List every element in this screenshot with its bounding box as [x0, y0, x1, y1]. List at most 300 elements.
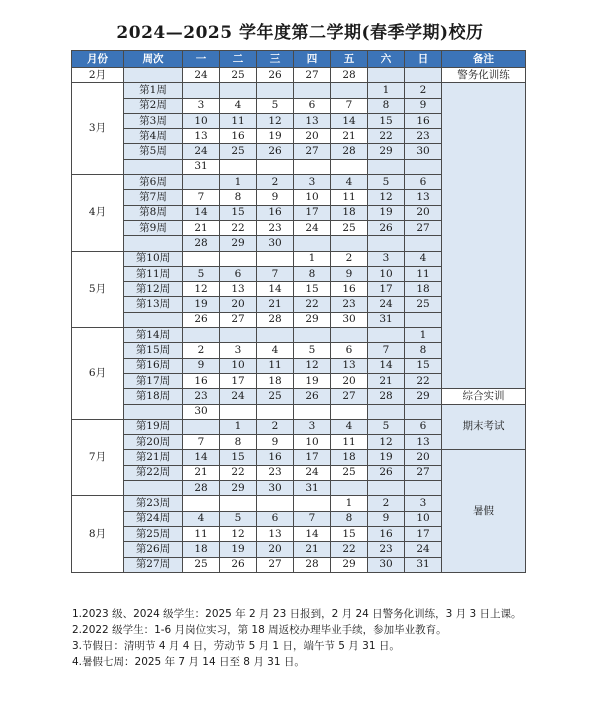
day-cell: 15	[220, 205, 257, 220]
day-cell: 3	[368, 251, 405, 266]
week-cell: 第16周	[124, 358, 183, 373]
day-cell	[405, 68, 442, 83]
day-cell: 15	[331, 526, 368, 541]
day-cell: 15	[405, 358, 442, 373]
month-cell: 6月	[72, 328, 124, 420]
day-cell: 19	[257, 129, 294, 144]
day-cell: 10	[294, 435, 331, 450]
day-cell: 12	[220, 526, 257, 541]
day-cell: 23	[257, 220, 294, 235]
day-cell: 22	[220, 465, 257, 480]
day-cell: 25	[220, 144, 257, 159]
day-cell: 21	[257, 297, 294, 312]
day-cell	[257, 328, 294, 343]
day-cell	[183, 175, 220, 190]
day-cell: 5	[257, 98, 294, 113]
day-cell: 20	[257, 542, 294, 557]
day-cell: 24	[183, 68, 220, 83]
day-cell	[405, 312, 442, 327]
notes	[72, 606, 522, 670]
day-cell: 13	[405, 435, 442, 450]
day-cell	[405, 159, 442, 174]
day-cell: 3	[294, 175, 331, 190]
day-cell: 21	[368, 373, 405, 388]
day-cell: 22	[368, 129, 405, 144]
column-header: 五	[331, 51, 368, 68]
day-cell	[368, 68, 405, 83]
day-cell: 26	[368, 465, 405, 480]
day-cell: 16	[220, 129, 257, 144]
day-cell: 22	[331, 542, 368, 557]
day-cell: 9	[257, 435, 294, 450]
day-cell: 1	[368, 83, 405, 98]
day-cell: 1	[294, 251, 331, 266]
day-cell	[368, 404, 405, 419]
day-cell	[183, 83, 220, 98]
week-cell	[124, 159, 183, 174]
day-cell	[183, 496, 220, 511]
column-header: 一	[183, 51, 220, 68]
day-cell: 31	[294, 481, 331, 496]
day-cell: 26	[257, 144, 294, 159]
calendar-table	[71, 50, 526, 573]
day-cell: 26	[294, 389, 331, 404]
column-header: 月份	[72, 51, 124, 68]
week-cell: 第13周	[124, 297, 183, 312]
day-cell: 20	[405, 205, 442, 220]
day-cell: 29	[294, 312, 331, 327]
day-cell: 3	[294, 419, 331, 434]
day-cell: 7	[257, 266, 294, 281]
week-cell: 第1周	[124, 83, 183, 98]
day-cell: 14	[331, 113, 368, 128]
day-cell: 18	[331, 205, 368, 220]
week-cell: 第25周	[124, 526, 183, 541]
day-cell: 5	[368, 175, 405, 190]
day-cell: 9	[368, 511, 405, 526]
day-cell: 3	[405, 496, 442, 511]
week-cell: 第8周	[124, 205, 183, 220]
day-cell: 2	[331, 251, 368, 266]
day-cell	[183, 328, 220, 343]
day-cell: 24	[220, 389, 257, 404]
day-cell: 12	[294, 358, 331, 373]
day-cell: 16	[257, 450, 294, 465]
day-cell	[331, 83, 368, 98]
day-cell: 12	[183, 282, 220, 297]
remark-cell: 警务化训练	[442, 68, 526, 83]
day-cell: 24	[294, 465, 331, 480]
day-cell	[257, 496, 294, 511]
day-cell: 19	[294, 373, 331, 388]
day-cell: 31	[405, 557, 442, 572]
note-3: 3.节假日：清明节 4 月 4 日，劳动节 5 月 1 日，端午节 5 月 31 日。	[72, 640, 400, 652]
day-cell: 28	[331, 144, 368, 159]
page-title: 2024—2025 学年度第二学期(春季学期)校历	[116, 23, 484, 43]
week-cell	[124, 481, 183, 496]
week-cell: 第2周	[124, 98, 183, 113]
week-cell: 第5周	[124, 144, 183, 159]
day-cell	[183, 419, 220, 434]
day-cell: 16	[183, 373, 220, 388]
column-header: 三	[257, 51, 294, 68]
day-cell: 15	[220, 450, 257, 465]
day-cell: 19	[368, 450, 405, 465]
day-cell: 31	[368, 312, 405, 327]
week-cell: 第15周	[124, 343, 183, 358]
day-cell	[257, 159, 294, 174]
week-cell: 第3周	[124, 113, 183, 128]
week-cell: 第21周	[124, 450, 183, 465]
day-cell: 19	[183, 297, 220, 312]
day-cell: 14	[183, 205, 220, 220]
week-cell	[124, 404, 183, 419]
week-cell: 第10周	[124, 251, 183, 266]
day-cell: 17	[294, 450, 331, 465]
day-cell: 19	[220, 542, 257, 557]
month-cell: 4月	[72, 175, 124, 251]
day-cell: 4	[220, 98, 257, 113]
week-cell: 第7周	[124, 190, 183, 205]
note-2: 2.2022 级学生：1-6 月岗位实习，第 18 周返校办理毕业手续，参加毕业教育。	[72, 624, 447, 636]
day-cell: 15	[368, 113, 405, 128]
day-cell: 13	[220, 282, 257, 297]
day-cell: 25	[331, 220, 368, 235]
day-cell: 30	[368, 557, 405, 572]
day-cell: 28	[257, 312, 294, 327]
day-cell: 15	[294, 282, 331, 297]
day-cell: 24	[368, 297, 405, 312]
week-cell	[124, 68, 183, 83]
day-cell: 30	[405, 144, 442, 159]
day-cell: 13	[294, 113, 331, 128]
day-cell: 9	[331, 266, 368, 281]
day-cell: 23	[368, 542, 405, 557]
week-cell	[124, 236, 183, 251]
day-cell: 7	[331, 98, 368, 113]
day-cell: 20	[294, 129, 331, 144]
day-cell: 1	[405, 328, 442, 343]
day-cell: 22	[220, 220, 257, 235]
day-cell: 10	[294, 190, 331, 205]
day-cell: 3	[183, 98, 220, 113]
day-cell: 16	[257, 205, 294, 220]
day-cell: 30	[331, 312, 368, 327]
day-cell: 11	[331, 190, 368, 205]
day-cell: 2	[405, 83, 442, 98]
day-cell: 23	[183, 389, 220, 404]
day-cell: 27	[405, 220, 442, 235]
day-cell: 8	[405, 343, 442, 358]
day-cell: 11	[220, 113, 257, 128]
day-cell: 27	[257, 557, 294, 572]
day-cell: 6	[331, 343, 368, 358]
day-cell: 22	[294, 297, 331, 312]
day-cell: 10	[220, 358, 257, 373]
day-cell: 25	[331, 465, 368, 480]
day-cell: 14	[368, 358, 405, 373]
day-cell: 24	[294, 220, 331, 235]
day-cell: 22	[405, 373, 442, 388]
day-cell: 14	[294, 526, 331, 541]
day-cell: 29	[368, 144, 405, 159]
day-cell: 4	[257, 343, 294, 358]
day-cell	[220, 83, 257, 98]
day-cell: 24	[183, 144, 220, 159]
remark-cell	[442, 83, 526, 389]
day-cell	[331, 481, 368, 496]
day-cell: 26	[183, 312, 220, 327]
day-cell: 16	[405, 113, 442, 128]
day-cell: 29	[405, 389, 442, 404]
day-cell: 31	[183, 159, 220, 174]
day-cell: 27	[220, 312, 257, 327]
day-cell: 27	[405, 465, 442, 480]
day-cell: 12	[368, 435, 405, 450]
week-cell: 第27周	[124, 557, 183, 572]
day-cell: 29	[220, 236, 257, 251]
day-cell: 2	[257, 419, 294, 434]
day-cell: 21	[183, 220, 220, 235]
day-cell: 20	[405, 450, 442, 465]
day-cell: 3	[220, 343, 257, 358]
day-cell: 1	[220, 175, 257, 190]
month-cell: 5月	[72, 251, 124, 327]
day-cell: 6	[257, 511, 294, 526]
day-cell: 4	[331, 419, 368, 434]
day-cell	[220, 404, 257, 419]
week-row	[72, 450, 526, 465]
day-cell	[405, 481, 442, 496]
week-cell: 第18周	[124, 389, 183, 404]
day-cell: 8	[220, 190, 257, 205]
day-cell	[331, 328, 368, 343]
day-cell: 1	[331, 496, 368, 511]
day-cell: 20	[220, 297, 257, 312]
header-row	[72, 51, 526, 68]
column-header: 周次	[124, 51, 183, 68]
day-cell: 10	[183, 113, 220, 128]
day-cell	[257, 83, 294, 98]
day-cell: 28	[368, 389, 405, 404]
day-cell: 25	[257, 389, 294, 404]
week-cell: 第22周	[124, 465, 183, 480]
day-cell: 16	[368, 526, 405, 541]
day-cell: 1	[220, 419, 257, 434]
day-cell: 18	[331, 450, 368, 465]
day-cell	[220, 328, 257, 343]
week-cell: 第4周	[124, 129, 183, 144]
week-cell: 第12周	[124, 282, 183, 297]
day-cell: 5	[183, 266, 220, 281]
week-row	[72, 404, 526, 419]
day-cell: 8	[331, 511, 368, 526]
remark-cell: 期末考试	[442, 404, 526, 450]
week-cell: 第26周	[124, 542, 183, 557]
day-cell: 30	[257, 481, 294, 496]
day-cell: 5	[220, 511, 257, 526]
day-cell: 11	[331, 435, 368, 450]
day-cell: 6	[294, 98, 331, 113]
day-cell: 24	[405, 542, 442, 557]
day-cell: 28	[331, 68, 368, 83]
week-cell	[124, 312, 183, 327]
week-cell: 第19周	[124, 419, 183, 434]
note-4: 4.暑假七周：2025 年 7 月 14 日至 8 月 31 日。	[72, 656, 305, 668]
day-cell	[368, 328, 405, 343]
day-cell: 20	[331, 373, 368, 388]
day-cell: 16	[331, 282, 368, 297]
week-cell: 第20周	[124, 435, 183, 450]
day-cell	[220, 159, 257, 174]
day-cell	[294, 83, 331, 98]
day-cell: 18	[257, 373, 294, 388]
day-cell: 29	[331, 557, 368, 572]
day-cell: 13	[405, 190, 442, 205]
week-cell: 第6周	[124, 175, 183, 190]
day-cell: 17	[220, 373, 257, 388]
week-row	[72, 389, 526, 404]
day-cell: 17	[405, 526, 442, 541]
day-cell: 14	[183, 450, 220, 465]
day-cell: 18	[183, 542, 220, 557]
day-cell: 27	[331, 389, 368, 404]
day-cell	[257, 404, 294, 419]
day-cell: 8	[220, 435, 257, 450]
week-cell: 第24周	[124, 511, 183, 526]
day-cell: 9	[257, 190, 294, 205]
day-cell: 8	[368, 98, 405, 113]
day-cell: 7	[368, 343, 405, 358]
day-cell: 21	[331, 129, 368, 144]
day-cell: 12	[368, 190, 405, 205]
remark-cell: 暑假	[442, 450, 526, 572]
day-cell: 26	[220, 557, 257, 572]
day-cell: 26	[368, 220, 405, 235]
day-cell: 26	[257, 68, 294, 83]
day-cell: 6	[220, 266, 257, 281]
day-cell	[368, 481, 405, 496]
day-cell	[331, 159, 368, 174]
day-cell: 11	[183, 526, 220, 541]
day-cell: 13	[257, 526, 294, 541]
week-cell: 第23周	[124, 496, 183, 511]
day-cell: 27	[294, 68, 331, 83]
day-cell	[294, 404, 331, 419]
day-cell: 4	[405, 251, 442, 266]
day-cell: 8	[294, 266, 331, 281]
week-cell: 第11周	[124, 266, 183, 281]
column-header: 六	[368, 51, 405, 68]
day-cell: 17	[294, 205, 331, 220]
day-cell	[220, 251, 257, 266]
day-cell: 10	[405, 511, 442, 526]
day-cell: 4	[183, 511, 220, 526]
day-cell: 11	[257, 358, 294, 373]
day-cell	[294, 496, 331, 511]
day-cell: 28	[183, 236, 220, 251]
week-cell: 第14周	[124, 328, 183, 343]
week-row	[72, 83, 526, 98]
day-cell: 7	[294, 511, 331, 526]
day-cell: 14	[257, 282, 294, 297]
day-cell: 28	[183, 481, 220, 496]
column-header: 日	[405, 51, 442, 68]
day-cell	[331, 404, 368, 419]
day-cell: 25	[220, 68, 257, 83]
day-cell: 28	[294, 557, 331, 572]
day-cell: 6	[405, 419, 442, 434]
month-cell: 3月	[72, 83, 124, 175]
day-cell: 23	[257, 465, 294, 480]
column-header: 二	[220, 51, 257, 68]
day-cell: 18	[405, 282, 442, 297]
day-cell: 2	[257, 175, 294, 190]
month-cell: 7月	[72, 419, 124, 495]
day-cell: 12	[257, 113, 294, 128]
day-cell	[368, 159, 405, 174]
week-cell: 第9周	[124, 220, 183, 235]
day-cell: 23	[405, 129, 442, 144]
column-header: 备注	[442, 51, 526, 68]
day-cell	[405, 404, 442, 419]
day-cell: 7	[183, 435, 220, 450]
day-cell: 6	[405, 175, 442, 190]
day-cell: 5	[294, 343, 331, 358]
column-header: 四	[294, 51, 331, 68]
month-cell: 2月	[72, 68, 124, 83]
day-cell: 25	[405, 297, 442, 312]
day-cell: 5	[368, 419, 405, 434]
day-cell: 27	[294, 144, 331, 159]
day-cell	[368, 236, 405, 251]
day-cell: 11	[405, 266, 442, 281]
day-cell: 2	[368, 496, 405, 511]
calendar-body	[72, 68, 526, 573]
day-cell: 10	[368, 266, 405, 281]
day-cell	[220, 496, 257, 511]
day-cell: 25	[183, 557, 220, 572]
day-cell: 30	[183, 404, 220, 419]
day-cell: 7	[183, 190, 220, 205]
day-cell	[331, 236, 368, 251]
day-cell	[257, 251, 294, 266]
day-cell: 9	[405, 98, 442, 113]
week-row	[72, 68, 526, 83]
day-cell: 9	[183, 358, 220, 373]
day-cell: 2	[183, 343, 220, 358]
day-cell: 21	[294, 542, 331, 557]
day-cell: 30	[257, 236, 294, 251]
month-cell: 8月	[72, 496, 124, 572]
day-cell: 4	[331, 175, 368, 190]
day-cell	[294, 328, 331, 343]
day-cell	[405, 236, 442, 251]
day-cell: 29	[220, 481, 257, 496]
day-cell: 13	[331, 358, 368, 373]
week-cell: 第17周	[124, 373, 183, 388]
day-cell: 13	[183, 129, 220, 144]
day-cell: 17	[368, 282, 405, 297]
day-cell	[183, 251, 220, 266]
note-1: 1.2023 级、2024 级学生：2025 年 2 月 23 日报到，2 月 24 日警务化训练，3 月 3 日上课。	[72, 608, 522, 620]
day-cell: 19	[368, 205, 405, 220]
day-cell	[294, 159, 331, 174]
remark-cell: 综合实训	[442, 389, 526, 404]
day-cell	[294, 236, 331, 251]
day-cell: 21	[183, 465, 220, 480]
day-cell: 23	[331, 297, 368, 312]
